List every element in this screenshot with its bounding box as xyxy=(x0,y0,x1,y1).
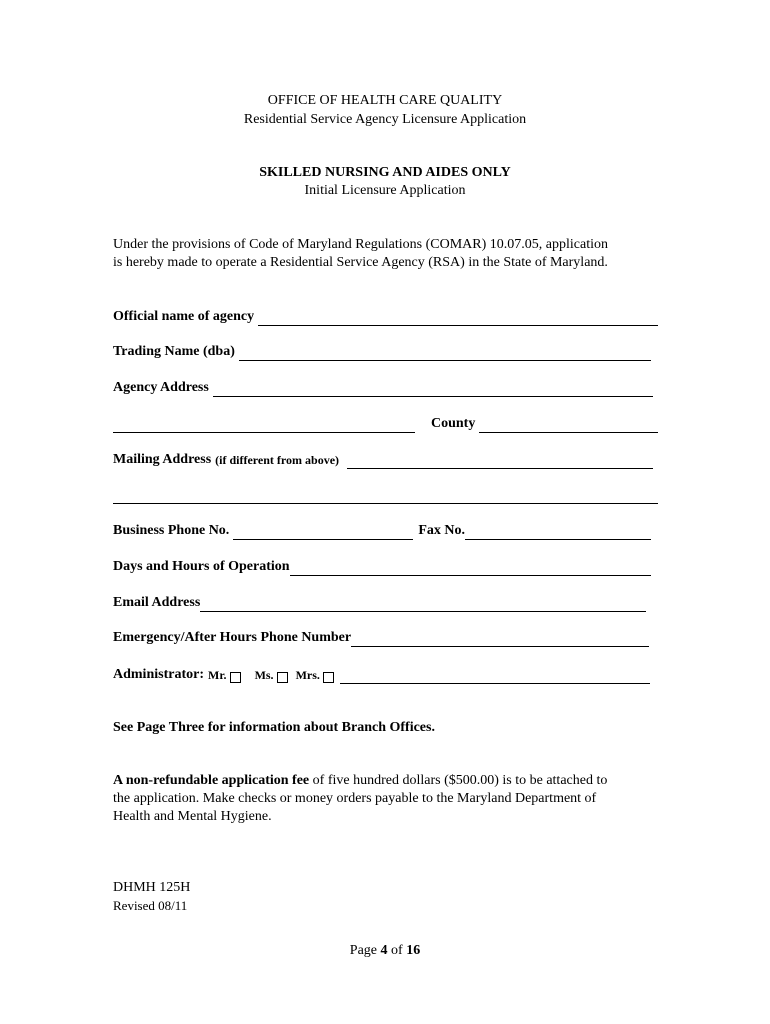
page-of: of xyxy=(387,943,407,958)
mr-label: Mr. xyxy=(208,668,227,682)
mrs-checkbox[interactable] xyxy=(323,672,334,683)
business-phone-field[interactable] xyxy=(233,525,413,540)
official-name-label: Official name of agency xyxy=(113,309,255,324)
agency-address-field[interactable] xyxy=(213,382,653,397)
fee-line-1-rest: of five hundred dollars ($500.00) is to be attached to xyxy=(309,773,608,788)
category-title: SKILLED NURSING AND AIDES ONLY xyxy=(259,165,511,180)
fax-label: Fax No. xyxy=(418,523,465,538)
emergency-phone-label: Emergency/After Hours Phone Number xyxy=(113,630,352,645)
email-label: Email Address xyxy=(113,595,201,610)
county-field[interactable] xyxy=(479,418,658,433)
form-revised-date: Revised 08/11 xyxy=(113,898,188,913)
office-title: OFFICE OF HEALTH CARE QUALITY xyxy=(267,93,503,108)
fee-bold-text: A non-refundable application fee xyxy=(113,773,310,788)
address-county-row xyxy=(113,415,658,433)
application-subtitle: Initial Licensure Application xyxy=(304,183,466,198)
mailing-address-row xyxy=(113,451,653,469)
email-row xyxy=(113,594,646,612)
mailing-address-line-2-field[interactable] xyxy=(113,489,658,504)
agency-address-row xyxy=(113,379,653,397)
agency-address-line-2-field[interactable] xyxy=(113,418,415,433)
administrator-label: Administrator: xyxy=(113,667,204,682)
mailing-address-field[interactable] xyxy=(347,454,653,469)
official-name-field[interactable] xyxy=(258,311,658,326)
mrs-label: Mrs. xyxy=(295,668,320,682)
mr-checkbox[interactable] xyxy=(230,672,241,683)
mailing-address-line-2-row xyxy=(113,486,658,504)
business-phone-label: Business Phone No. xyxy=(113,523,230,538)
emergency-phone-field[interactable] xyxy=(351,632,649,647)
administrator-row xyxy=(113,666,650,684)
mailing-address-label: Mailing Address xyxy=(113,452,212,467)
page-total: 16 xyxy=(406,943,421,958)
intro-line-1: Under the provisions of Code of Maryland Regulations (COMAR) 10.07.05, application xyxy=(113,237,608,252)
page-number xyxy=(0,943,770,959)
administrator-name-field[interactable] xyxy=(340,669,650,684)
days-hours-field[interactable] xyxy=(290,561,651,576)
fee-line-3: Health and Mental Hygiene. xyxy=(113,809,272,824)
branch-offices-note: See Page Three for information about Branch Offices. xyxy=(113,720,435,735)
form-id: DHMH 125H xyxy=(113,880,191,895)
trading-name-row xyxy=(113,343,651,361)
mailing-address-note: (if different from above) xyxy=(215,453,340,467)
agency-address-label: Agency Address xyxy=(113,380,209,395)
fee-line-1 xyxy=(113,772,658,790)
ms-label: Ms. xyxy=(254,668,274,682)
intro-paragraph xyxy=(113,236,658,272)
phone-fax-row xyxy=(113,522,651,540)
page-prefix: Page xyxy=(349,943,381,958)
page-current: 4 xyxy=(380,943,388,958)
official-name-row xyxy=(113,308,658,326)
fee-line-2: the application. Make checks or money orders payable to the Maryland Department of xyxy=(113,791,597,806)
fee-paragraph xyxy=(113,772,658,826)
county-label: County xyxy=(431,416,476,431)
application-title: Residential Service Agency Licensure Application xyxy=(243,112,527,127)
ms-checkbox[interactable] xyxy=(277,672,288,683)
fax-field[interactable] xyxy=(465,525,651,540)
intro-line-2: is hereby made to operate a Residential Service Agency (RSA) in the State of Maryland. xyxy=(113,255,608,270)
days-hours-label: Days and Hours of Operation xyxy=(113,559,290,574)
email-field[interactable] xyxy=(200,597,646,612)
trading-name-label: Trading Name (dba) xyxy=(113,344,235,359)
emergency-phone-row xyxy=(113,629,649,647)
trading-name-field[interactable] xyxy=(239,346,651,361)
days-hours-row xyxy=(113,558,651,576)
